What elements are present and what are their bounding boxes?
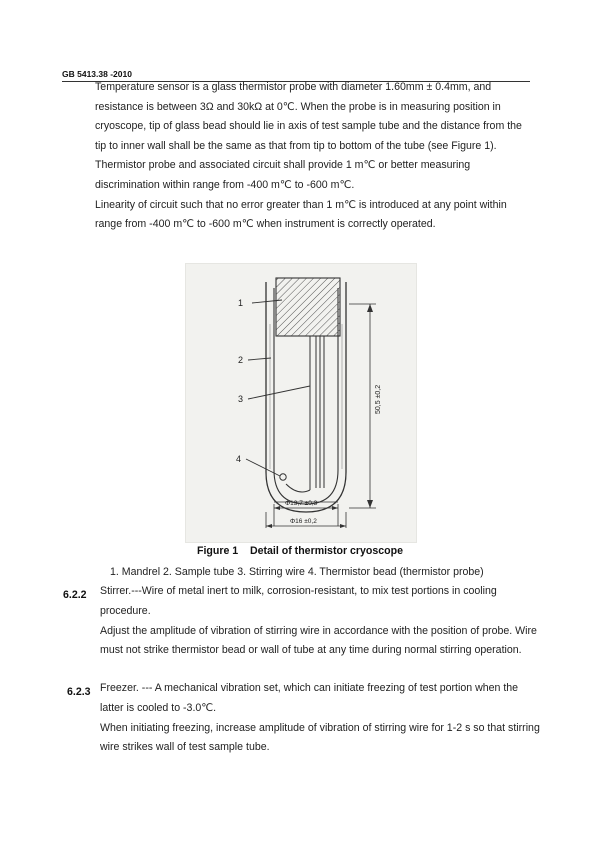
dimension-outer-diameter: Φ16 ±0,2 bbox=[290, 518, 317, 525]
section-6-2-3-line-1: Freezer. --- A mechanical vibration set, which can initiate freezing of test portion when the latter is cooled to -3.0℃. bbox=[100, 682, 519, 714]
section-number-6-2-2: 6.2.2 bbox=[63, 589, 87, 601]
section-6-2-2-line-1: Stirrer.---Wire of metal inert to milk, corrosion-resistant, to mix test portions in cooling procedure. bbox=[100, 585, 497, 617]
paragraph-temperature-sensor: Temperature sensor is a glass thermistor probe with diameter 1.60mm ± 0.4mm, and resistance is between 3Ω and 30kΩ at 0℃. When the probe is in measuring position in cryoscope, tip of glass bead should lie in axis of test sample tube and the distance from the tip to inner wall shall be the same as that from tip to bottom of the tube (see Figure 1). bbox=[95, 81, 522, 152]
figure-legend: 1. Mandrel 2. Sample tube 3. Stirring wire 4. Thermistor bead (thermistor probe) bbox=[110, 566, 484, 578]
dimension-inner-diameter: Φ13,7 ±0,3 bbox=[285, 500, 318, 507]
section-number-6-2-3: 6.2.3 bbox=[67, 686, 91, 698]
cryoscope-diagram bbox=[186, 264, 416, 542]
thermistor-bead bbox=[280, 474, 286, 480]
mandrel bbox=[276, 278, 340, 336]
figure-label-2: 2 bbox=[238, 355, 244, 365]
paragraph-circuit-discrimination: Thermistor probe and associated circuit shall provide 1 m℃ or better measuring discrimination within range from -400 m℃ to -600 m℃. bbox=[95, 159, 471, 191]
figure-label-1: 1 bbox=[238, 298, 244, 308]
figure-label-4: 4 bbox=[236, 454, 242, 464]
section-6-2-2-body bbox=[100, 582, 540, 661]
intro-section bbox=[95, 78, 535, 235]
figure-caption: Figure 1 Detail of thermistor cryoscope bbox=[196, 545, 404, 557]
section-6-2-3-body bbox=[100, 679, 540, 758]
section-6-2-2-line-2: Adjust the amplitude of vibration of stirring wire in accordance with the position of probe. Wire must not strike thermistor bead or wall of tube at any time during normal stirring operation. bbox=[100, 624, 537, 657]
paragraph-linearity: Linearity of circuit such that no error greater than 1 m℃ is introduced at any point within range from -400 m℃ to -600 m℃ when instrument is correctly operated. bbox=[95, 198, 507, 231]
figure-thermistor-cryoscope bbox=[185, 263, 417, 543]
dimension-height: 50,5 ±0,2 bbox=[375, 384, 382, 414]
section-6-2-3-line-2: When initiating freezing, increase amplitude of vibration of stirring wire for 1-2 s so that stirring wire strikes wall of test sample tube. bbox=[100, 721, 540, 754]
document-id: GB 5413.38 -2010 bbox=[62, 69, 132, 79]
figure-label-3: 3 bbox=[238, 394, 244, 404]
